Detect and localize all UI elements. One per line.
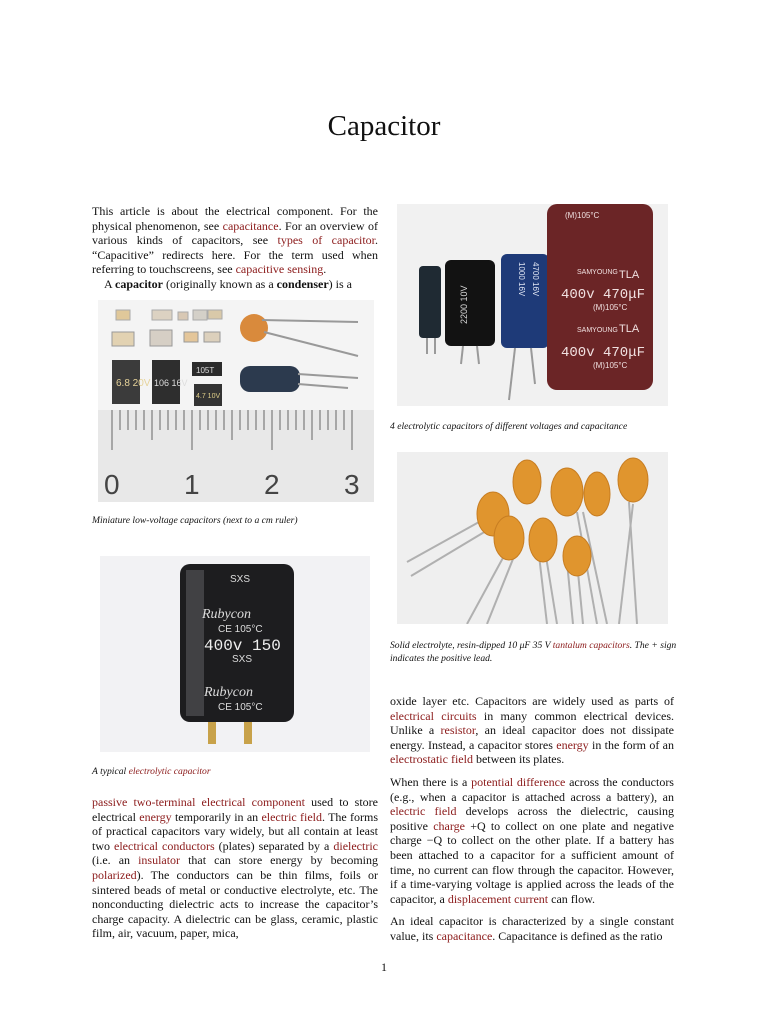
lead-text: (originally known as a xyxy=(163,276,277,291)
link-electric-field[interactable]: electric field xyxy=(261,809,323,824)
can-label: 400v 150 xyxy=(204,637,281,655)
can-label: SXS xyxy=(230,574,251,585)
figure-tantalum-capacitors xyxy=(397,452,668,624)
right-column-text xyxy=(390,694,674,944)
intro-block xyxy=(92,204,378,292)
capacitor-label: 1000 16V xyxy=(517,262,526,297)
hatnote-text: This article is about the electrical component. For the physical phenomenon, see xyxy=(92,204,378,233)
paragraph-uses xyxy=(390,694,674,767)
capacitor-label: SAMYOUNG xyxy=(577,269,618,276)
body-text: that can store energy by becoming xyxy=(180,853,378,868)
can-label: CE 105°C xyxy=(218,624,263,635)
body-text: in many common electrical devices. Unlike a xyxy=(390,708,674,738)
term-capacitor: capacitor xyxy=(115,276,163,291)
caption-four-electrolytics: 4 electrolytic capacitors of different voltages and capacitance xyxy=(390,421,628,432)
paragraph-potential-difference xyxy=(390,775,674,906)
body-text: in the form of an xyxy=(588,737,674,752)
link-tantalum-capacitors[interactable]: tantalum capacitors xyxy=(552,640,630,651)
body-text: , an ideal capacitor does not dissipate energy. Instead, a capacitor stores xyxy=(390,723,674,752)
four-electrolytics-image xyxy=(397,204,668,406)
hatnote-text: . For an overview of various kinds of capacitors, see xyxy=(92,218,378,248)
hatnote-text: . “Capacitive” redirects here. For the term used when referring to touchscreens, see xyxy=(92,233,378,277)
link-electrolytic-capacitor[interactable]: electrolytic capacitor xyxy=(128,766,211,777)
link-dielectric[interactable]: dielectric xyxy=(333,838,378,853)
body-text: . Capacitance is defined as the ratio xyxy=(492,928,663,943)
body-text: oxide layer etc. Capacitors are widely used as parts of xyxy=(390,694,674,708)
can-label: SXS xyxy=(232,654,253,665)
lead-text: ) is a xyxy=(328,276,352,291)
figure-four-electrolytics xyxy=(397,204,668,406)
link-capacitive-sensing[interactable]: capacitive sensing xyxy=(235,262,324,277)
body-text: An ideal capacitor is characterized by a single constant value, its xyxy=(390,914,674,943)
link-insulator[interactable]: insulator xyxy=(138,853,181,868)
lead-paragraph-continued xyxy=(92,795,378,941)
ruler-label: 3 xyxy=(344,469,360,500)
lead-paragraph-start xyxy=(92,277,378,292)
body-text: When there is a xyxy=(390,774,472,789)
link-electrical-circuits[interactable]: electrical circuits xyxy=(390,708,477,723)
hatnote xyxy=(92,204,378,277)
miniature-capacitors-image xyxy=(98,300,374,502)
capacitor-label: (M)105°C xyxy=(593,303,628,312)
link-electric-field[interactable]: electric field xyxy=(390,804,457,819)
link-energy[interactable]: energy xyxy=(556,737,589,752)
chip-label: 4.7 10V xyxy=(196,393,221,400)
link-potential-difference[interactable]: potential difference xyxy=(471,774,566,789)
caption-text: A typical xyxy=(92,766,129,777)
capacitor-label: SAMYOUNG xyxy=(577,327,618,334)
term-condenser: condenser xyxy=(276,276,329,291)
link-capacitance[interactable]: capacitance xyxy=(436,928,493,943)
link-passive-component[interactable]: passive two-terminal electrical component xyxy=(92,795,305,809)
page-title: Capacitor xyxy=(327,110,441,142)
capacitor-label: 4700 16V xyxy=(531,262,540,297)
link-resistor[interactable]: resistor xyxy=(440,723,476,738)
link-charge[interactable]: charge xyxy=(433,818,465,833)
body-text: (plates) separated by a xyxy=(214,838,334,853)
tantalum-capacitors-image xyxy=(397,452,668,624)
typical-electrolytic-image xyxy=(100,556,370,752)
link-polarized[interactable]: polarized xyxy=(92,867,137,882)
caption-text: . The + sign indicates the positive lead. xyxy=(390,640,677,664)
link-energy[interactable]: energy xyxy=(139,809,172,824)
body-text: across the conductors (e.g., when a capacitor is attached across a battery), an xyxy=(390,774,674,804)
body-text: +Q to collect on one plate and negative charge −Q to collect on the other plate. If a battery has been attached to a capacitor for a sufficient amount of time, no current can flow through the capacitor. However, if a time-varying voltage is applied across the leads of the capacitor, a xyxy=(390,818,675,906)
page-number: 1 xyxy=(381,960,387,974)
can-label: CE 105°C xyxy=(218,702,263,713)
figure-miniature-capacitors xyxy=(98,300,374,502)
hatnote-text: . xyxy=(323,262,327,277)
paragraph-ideal-capacitor xyxy=(390,914,674,943)
capacitor-label: 400v 470μF xyxy=(561,345,646,361)
link-types-of-capacitor[interactable]: types of capacitor xyxy=(277,233,375,248)
ruler-label: 0 xyxy=(104,469,120,500)
body-text: temporarily in an xyxy=(171,809,262,824)
link-displacement-current[interactable]: displacement current xyxy=(447,891,549,906)
caption-typical-electrolytic xyxy=(92,765,382,778)
capacitor-label: TLA xyxy=(619,323,640,335)
body-text: can flow. xyxy=(548,891,595,906)
capacitor-label: (M)105°C xyxy=(593,361,628,370)
body-text: between its plates. xyxy=(472,752,565,767)
caption-tantalum xyxy=(390,639,680,665)
figure-typical-electrolytic xyxy=(100,556,370,752)
link-electrical-conductors[interactable]: electrical conductors xyxy=(114,838,215,853)
chip-label: 105T xyxy=(196,366,215,375)
link-capacitance[interactable]: capacitance xyxy=(222,218,279,233)
caption-miniature: Miniature low-voltage capacitors (next to a cm ruler) xyxy=(92,515,298,526)
capacitor-label: 400v 470μF xyxy=(561,287,646,303)
ruler-label: 2 xyxy=(264,469,280,500)
chip-label: 106 16V xyxy=(154,378,188,388)
link-electrostatic-field[interactable]: electrostatic field xyxy=(390,752,473,767)
body-text: . The forms of practical capacitors vary widely, but all contain at least two xyxy=(92,809,379,853)
capacitor-label: (M)105°C xyxy=(565,211,600,220)
body-text: ). The conductors can be thin films, foils or sintered beads of metal or conductive electrolyte, etc. The nonconducting dielectric acts to increase the capacitor’s charge capacity. A dielectric can be glass, ceramic, plastic film, air, vacuum, paper, mica, xyxy=(92,867,378,941)
body-text: used to store electrical xyxy=(92,795,378,824)
body-text: (i.e. an xyxy=(92,853,139,868)
chip-label: 6.8 20V xyxy=(116,378,151,389)
caption-text: Solid electrolyte, resin-dipped 10 μF 35 V xyxy=(390,640,553,651)
can-label: Rubycon xyxy=(202,607,251,622)
can-label: Rubycon xyxy=(204,685,253,700)
body-text: develops across the dielectric, causing positive xyxy=(390,804,674,833)
capacitor-label: TLA xyxy=(619,269,640,281)
ruler-label: 1 xyxy=(184,469,200,500)
capacitor-label: 2200 10V xyxy=(459,285,469,324)
lead-text: A xyxy=(104,276,116,291)
